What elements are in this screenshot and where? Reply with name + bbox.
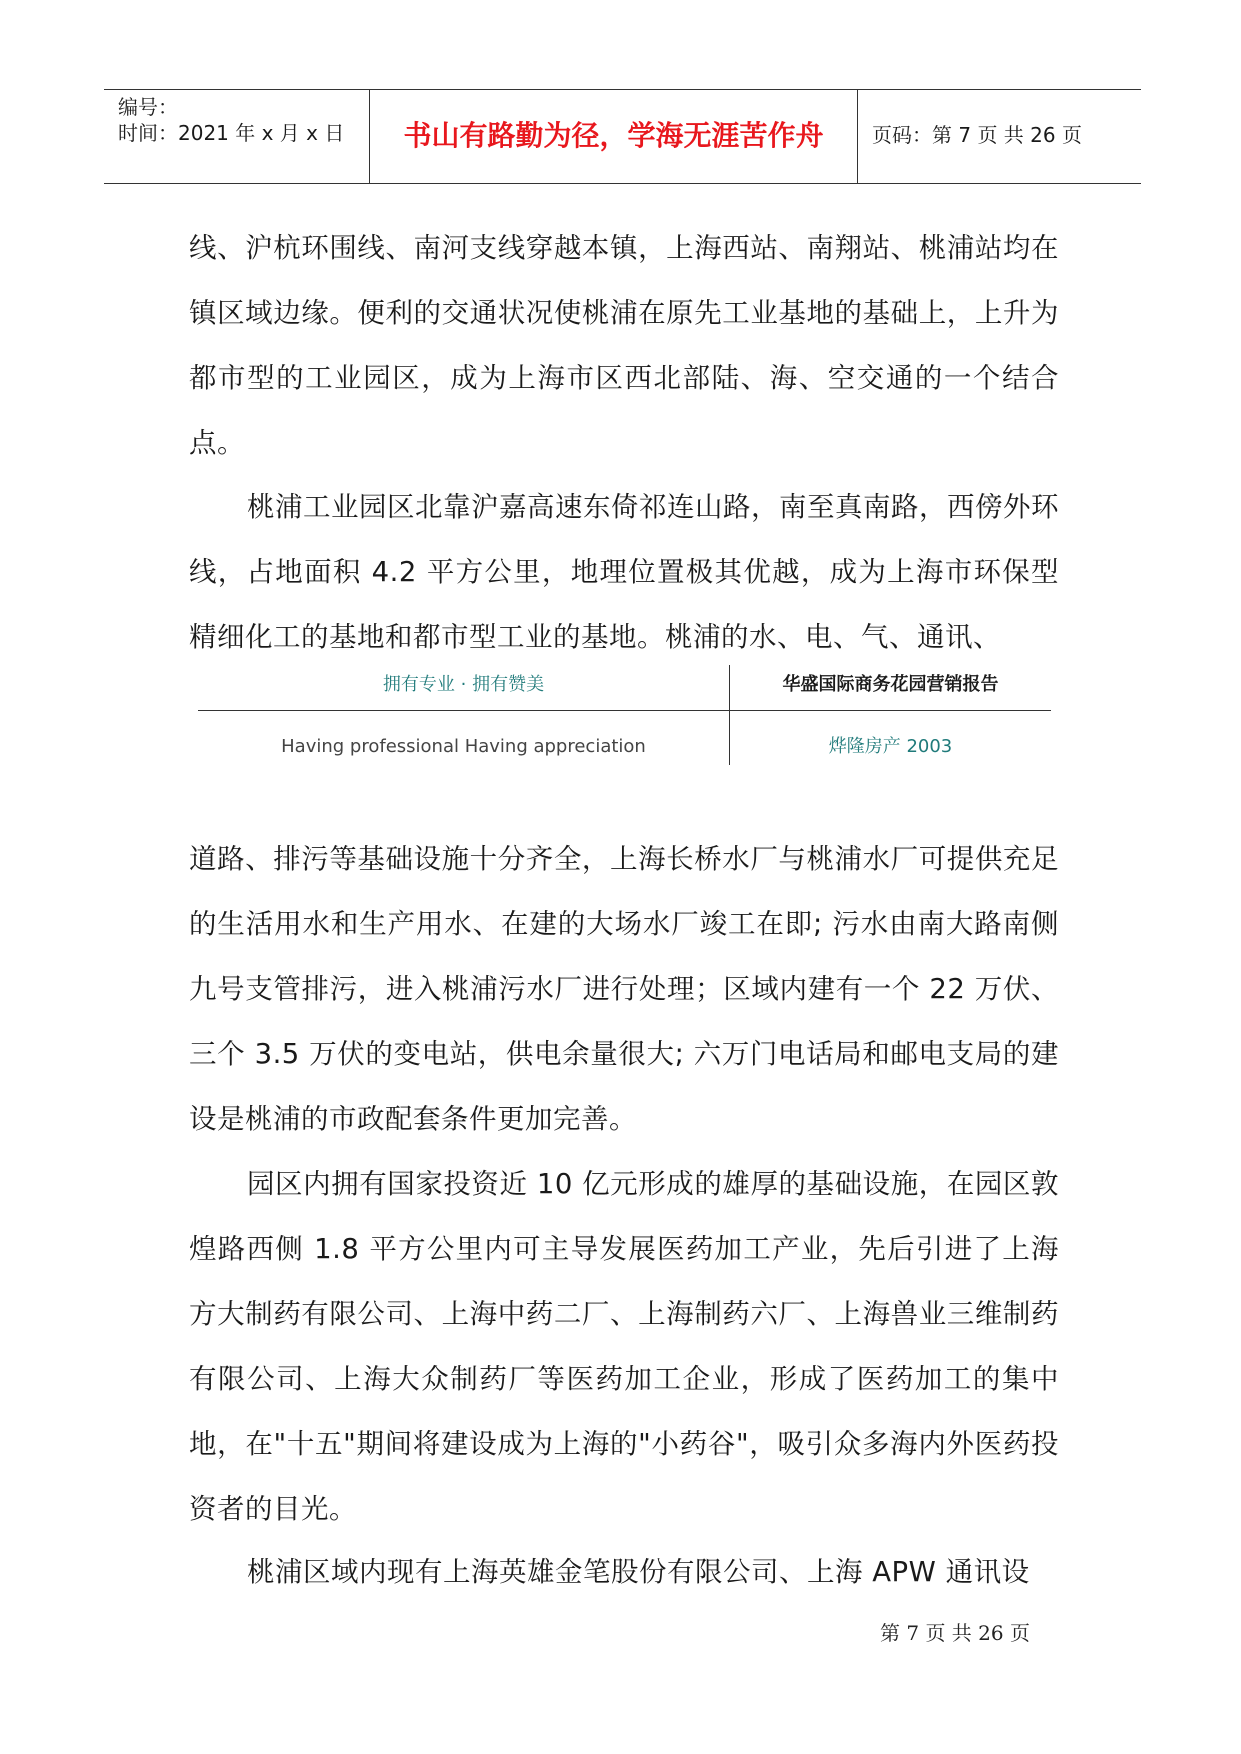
document-header — [104, 89, 1141, 184]
paragraph: 园区内拥有国家投资近 10 亿元形成的雄厚的基础设施，在园区敦煌路西侧 1.8 平方公里内可主导发展医药加工产业，先后引进了上海方大制药有限公司、上海中药二厂、上海制药六厂、上海兽业三维制药有限公司、上海大众制药厂等医药加工企业，形成了医药加工的集中地，在"十五"期间将建设成为上海的"小药谷"，吸引众多海内外医药投资者的目光。 — [189, 1168, 1059, 1525]
doc-number-label: 编号： — [118, 95, 178, 119]
page-number-footer: 第 7 页 共 26 页 — [880, 1621, 1030, 1645]
header-info-cell — [104, 90, 370, 183]
slogan-english: Having professional Having appreciation — [281, 736, 646, 757]
embedded-report-header — [198, 665, 1051, 765]
header-page-label: 页码：第 7 页 共 26 页 — [872, 123, 1082, 147]
divider — [198, 710, 1051, 711]
slogan-chinese: 拥有专业 · 拥有赞美 — [382, 674, 545, 695]
motto: 书山有路勤为径，学海无涯苦作舟 — [403, 119, 824, 152]
report-title: 华盛国际商务花园营销报告 — [782, 674, 999, 695]
header-motto-cell — [370, 90, 858, 183]
header-page-cell — [858, 90, 1141, 183]
paragraph: 桃浦工业园区北靠沪嘉高速东倚祁连山路，南至真南路，西傍外环线，占地面积 4.2 平方公里，地理位置极其优越，成为上海市环保型精细化工的基地和都市型工业的基地。桃浦的水、电、气、通讯、 — [189, 491, 1059, 653]
doc-time-label: 时间：2021 年 x 月 x 日 — [118, 121, 345, 145]
paragraph: 道路、排污等基础设施十分齐全，上海长桥水厂与桃浦水厂可提供充足的生活用水和生产用水、在建的大场水厂竣工在即; 污水由南大路南侧九号支管排污，进入桃浦污水厂进行处理；区域内建有一个 22 万伏、三个 3.5 万伏的变电站，供电余量很大; 六万门电话局和邮电支局的建设是桃浦的市政配套条件更加完善。 — [189, 843, 1059, 1135]
paragraph: 线、沪杭环围线、南河支线穿越本镇，上海西站、南翔站、桃浦站均在镇区域边缘。便利的交通状况使桃浦在原先工业基地的基础上，上升为都市型的工业园区，成为上海市区西北部陆、海、空交通的一个结合点。 — [189, 232, 1059, 459]
company-name: 烨隆房产 2003 — [828, 736, 953, 757]
paragraph: 桃浦区域内现有上海英雄金笔股份有限公司、上海 APW 通讯设 — [247, 1556, 1030, 1588]
